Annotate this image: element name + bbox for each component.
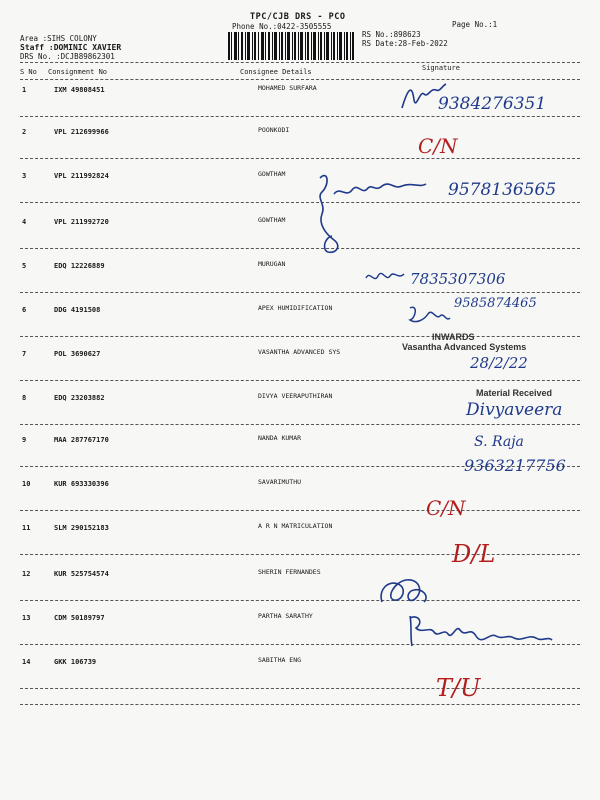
barcode-image (228, 32, 354, 60)
handwritten-phone: 9384276351 (438, 94, 547, 114)
row-sno: 6 (22, 306, 27, 314)
row-divider (20, 688, 580, 689)
signature-scribble (374, 572, 434, 610)
row-consignee: POONKODI (258, 126, 290, 134)
table-row (0, 570, 600, 612)
col-header-signature: Signature (422, 64, 460, 72)
col-header-consignee: Consignee Details (240, 68, 312, 76)
row-consignee: SHERIN FERNANDES (258, 568, 321, 576)
row-consignee: NANDA KUMAR (258, 434, 302, 442)
row-divider (20, 600, 580, 601)
rs-date: RS Date:28-Feb-2022 (362, 39, 448, 48)
row-consignee: MOHAMED SURFARA (258, 84, 317, 92)
row-sno: 10 (22, 480, 31, 488)
staff-label: Staff :DOMINIC XAVIER (20, 43, 122, 52)
row-divider (20, 116, 580, 117)
handwritten-mark: D/L (452, 540, 496, 568)
handwritten-phone: 9585874465 (454, 296, 537, 311)
phone-number: Phone No.:0422-3505555 (232, 22, 332, 31)
row-consignment: IXM 49808451 (54, 86, 105, 94)
signature-scribble (312, 168, 436, 258)
table-row (0, 218, 600, 260)
handwritten-phone: 9578136565 (448, 180, 557, 200)
handwritten-phone: 9363217756 (464, 456, 566, 475)
row-divider (20, 510, 580, 511)
column-header-rule (20, 79, 580, 80)
row-sno: 4 (22, 218, 27, 226)
row-sno: 9 (22, 436, 27, 444)
row-consignee: GOWTHAM (258, 216, 286, 224)
row-sno: 3 (22, 172, 27, 180)
material-received-stamp: Material Received (476, 388, 553, 398)
area-label: Area :SIHS COLONY (20, 34, 97, 43)
row-consignment: GKK 106739 (54, 658, 97, 666)
row-consignment: VPL 212699966 (54, 128, 109, 136)
handwritten-mark: T/U (436, 674, 481, 702)
row-consignment: DDG 4191508 (54, 306, 101, 314)
row-consignment: MAA 287767170 (54, 436, 109, 444)
row-consignment: VPL 211992720 (54, 218, 109, 226)
row-consignment: CDM 50189797 (54, 614, 105, 622)
row-sno: 11 (22, 524, 31, 532)
handwritten-phone: 7835307306 (410, 270, 506, 288)
row-sno: 14 (22, 658, 31, 666)
col-header-sno: S No (20, 68, 37, 76)
row-sno: 5 (22, 262, 27, 270)
row-consignment: EDQ 23203882 (54, 394, 105, 402)
signature-scribble (404, 612, 554, 654)
company-stamp: Vasantha Advanced Systems (402, 342, 527, 352)
rs-number: RS No.:898623 (362, 30, 421, 39)
bottom-rule (20, 704, 580, 705)
row-sno: 8 (22, 394, 27, 402)
row-consignment: KUR 525754574 (54, 570, 109, 578)
row-consignee: MURUGAN (258, 260, 286, 268)
page-number: Page No.:1 (452, 20, 498, 29)
handwritten-name: Divyaveera (466, 400, 563, 420)
sheet-title: TPC/CJB DRS - PCO (250, 12, 346, 22)
row-consignee: GOWTHAM (258, 170, 286, 178)
row-divider (20, 554, 580, 555)
row-divider (20, 336, 580, 337)
row-consignee: SAVARIMUTHU (258, 478, 302, 486)
handwritten-date: 28/2/22 (470, 354, 528, 372)
row-sno: 13 (22, 614, 31, 622)
header-rule (20, 62, 580, 63)
row-divider (20, 380, 580, 381)
row-consignment: POL 3690627 (54, 350, 101, 358)
table-row (0, 128, 600, 170)
row-divider (20, 158, 580, 159)
row-divider (20, 202, 580, 203)
row-divider (20, 424, 580, 425)
row-sno: 7 (22, 350, 27, 358)
table-row (0, 524, 600, 566)
table-row (0, 658, 600, 700)
company-stamp-inwards: INWARDS (432, 332, 475, 342)
row-consignee: PARTHA SARATHY (258, 612, 313, 620)
row-consignment: KUR 693330396 (54, 480, 109, 488)
row-consignee: VASANTHA ADVANCED SYS (258, 348, 341, 356)
row-sno: 1 (22, 86, 27, 94)
row-consignee: A R N MATRICULATION (258, 522, 333, 530)
row-sno: 12 (22, 570, 31, 578)
signature-scribble (406, 302, 452, 332)
row-divider (20, 248, 580, 249)
signature-scribble (364, 266, 406, 286)
row-consignment: EDQ 12226889 (54, 262, 105, 270)
row-consignment: VPL 211992824 (54, 172, 109, 180)
row-consignee: APEX HUMIDIFICATION (258, 304, 333, 312)
handwritten-mark: C/N (426, 496, 466, 520)
handwritten-name: S. Raja (474, 434, 524, 450)
drs-number: DRS No. :DCJB89862301 (20, 52, 115, 61)
row-consignee: SABITHA ENG (258, 656, 302, 664)
row-sno: 2 (22, 128, 27, 136)
row-divider (20, 292, 580, 293)
table-row (0, 480, 600, 522)
col-header-consignment: Consignment No (48, 68, 108, 76)
row-consignee: DIVYA VEERAPUTHIRAN (258, 392, 333, 400)
handwritten-mark: C/N (418, 134, 458, 158)
row-consignment: SLM 290152183 (54, 524, 109, 532)
